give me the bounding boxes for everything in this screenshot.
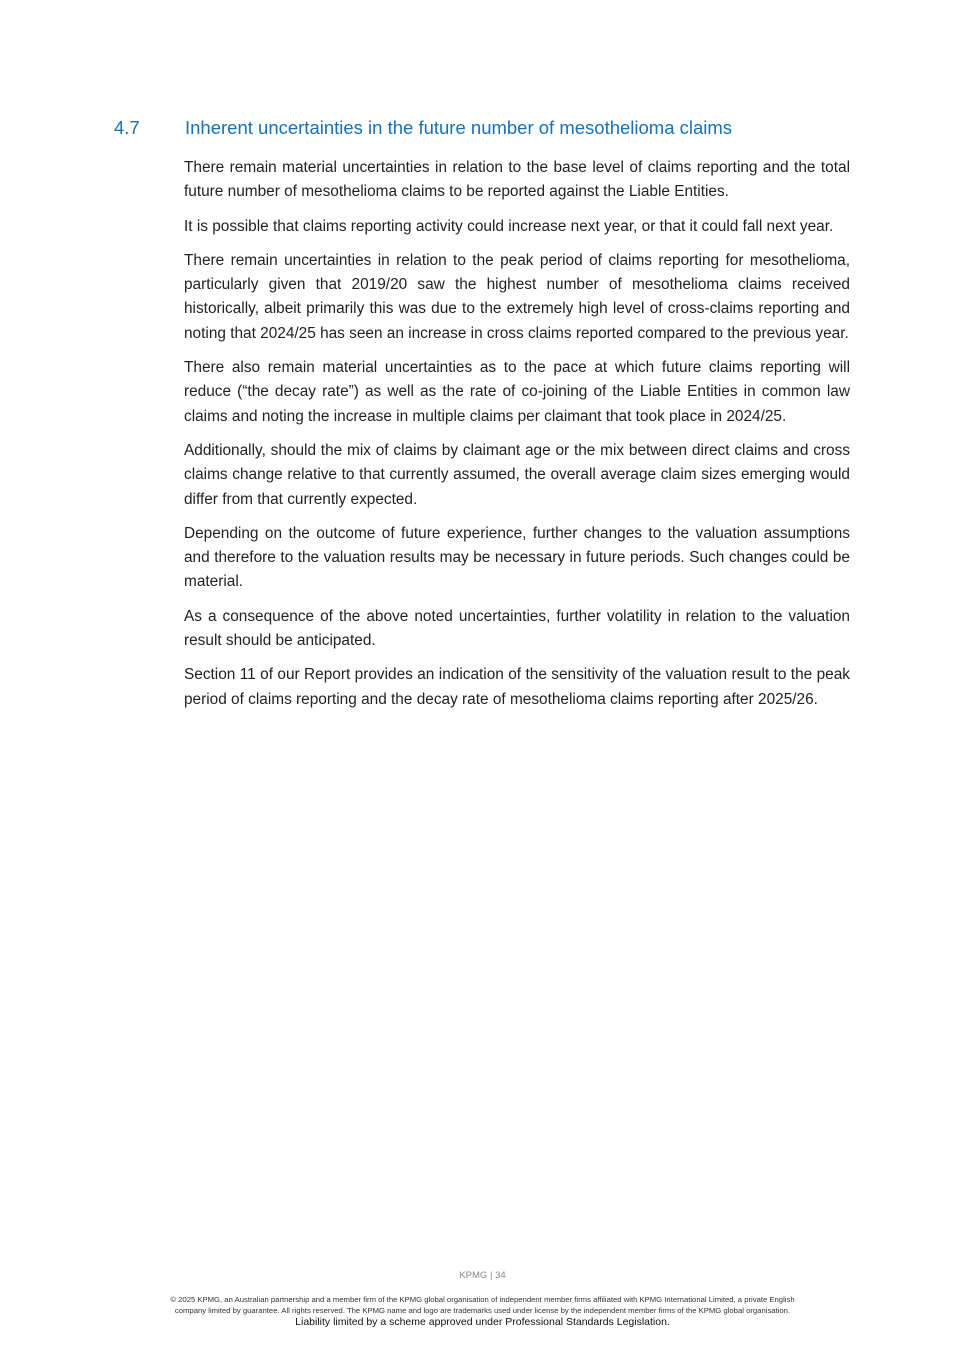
paragraph: It is possible that claims reporting activity could increase next year, or that it could fall next year.: [184, 217, 834, 235]
body-text: [184, 156, 850, 722]
liability-notice: Liability limited by a scheme approved under Professional Standards Legislation.: [295, 1316, 670, 1328]
paragraph: There also remain material uncertainties as to the pace at which future claims reporting will reduce (“the decay rate”) as well as the rate of co-joining of the Liable Entities in common law claims and noting the increase in multiple claims per claimant that took place in 2024/25.: [184, 359, 850, 425]
paragraph: As a consequence of the above noted uncertainties, further volatility in relation to the valuation result should be anticipated.: [184, 607, 850, 650]
section-title: Inherent uncertainties in the future number of mesothelioma claims: [185, 117, 733, 138]
paragraph: Section 11 of our Report provides an indication of the sensitivity of the valuation result to the peak period of claims reporting and the decay rate of mesothelioma claims reporting after 2025/26.: [184, 666, 850, 708]
page-number: KPMG | 34: [459, 1270, 506, 1281]
copyright-line: © 2025 KPMG, an Australian partnership and a member firm of the KPMG global organisation of independent member firms affiliated with KPMG International Limited, a private English: [170, 1295, 795, 1304]
section-number: 4.7: [114, 117, 140, 138]
copyright-line: company limited by guarantee. All rights reserved. The KPMG name and logo are trademarks used under license by the independent member firms of the KPMG global organisation.: [174, 1305, 791, 1315]
paragraph: Additionally, should the mix of claims by claimant age or the mix between direct claims and cross claims change relative to that currently assumed, the overall average claim sizes emerging would differ from that currently expected.: [184, 441, 850, 508]
paragraph: Depending on the outcome of future experience, further changes to the valuation assumptions and therefore to the valuation results may be necessary in future periods. Such changes could be material.: [184, 524, 850, 591]
section-heading: [114, 116, 854, 140]
copyright-notice: [100, 1295, 865, 1316]
paragraph: There remain uncertainties in relation to the peak period of claims reporting for mesothelioma, particularly given that 2019/20 saw the highest number of mesothelioma claims received historically, albeit primarily this was due to the extremely high level of cross-claims reporting and noting that 2024/25 has seen an increase in cross claims reported compared to the previous year.: [184, 251, 850, 342]
paragraph: There remain material uncertainties in relation to the base level of claims reporting and the total future number of mesothelioma claims to be reported against the Liable Entities.: [184, 159, 850, 201]
